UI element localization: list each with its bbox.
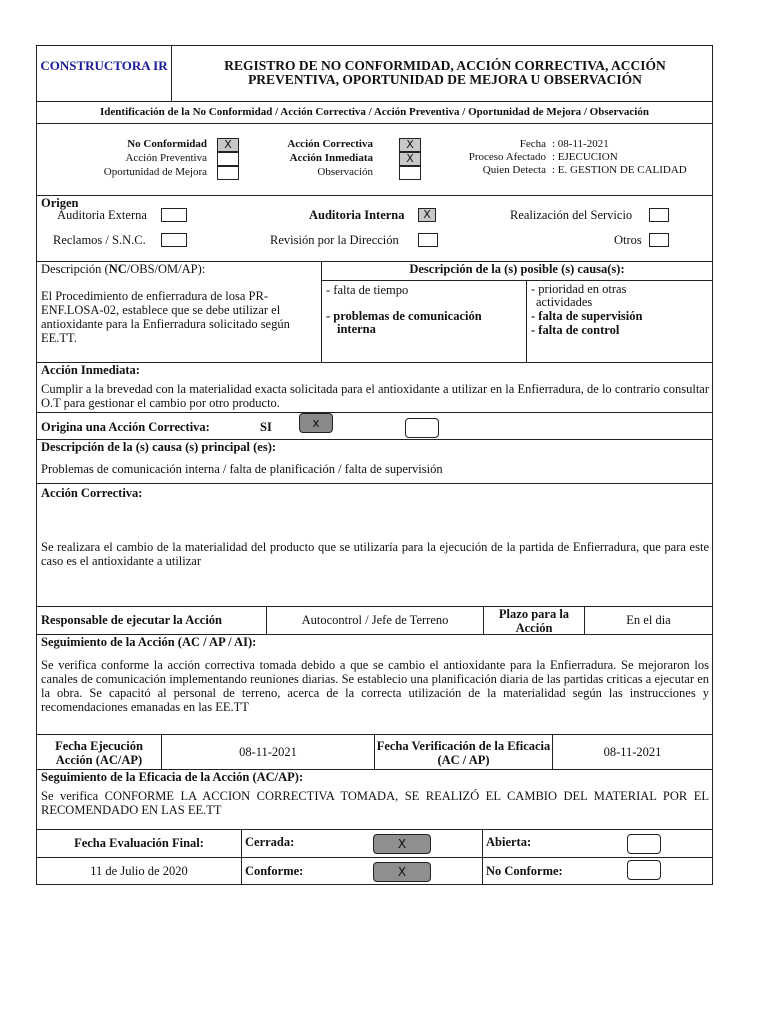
plazo-value: En el dia bbox=[626, 613, 671, 627]
origina-si-checkbox[interactable]: x bbox=[299, 413, 333, 433]
descripcion-label bbox=[41, 262, 205, 277]
accion-correctiva-text: Se realizara el cambio de la materialidad del producto que se utilizaría para la ejecución de la partida de Enfierradura, que para este caso es el antioxidante a utilizar bbox=[41, 540, 709, 568]
detecta-value: : E. GESTION DE CALIDAD bbox=[552, 164, 687, 176]
detecta-label: Quien Detecta bbox=[482, 164, 546, 176]
descripcion-label-nc: NC bbox=[108, 262, 127, 276]
causa-falta-control: - falta de control bbox=[531, 323, 620, 337]
auditoria-interna-label: Auditoria Interna bbox=[309, 208, 405, 222]
observacion-checkbox[interactable] bbox=[399, 166, 421, 180]
cerrada-label: Cerrada: bbox=[245, 835, 295, 849]
responsable-label: Responsable de ejecutar la Acción bbox=[41, 613, 223, 627]
company-name: CONSTRUCTORA IR bbox=[40, 58, 168, 73]
seguimiento-section bbox=[37, 635, 712, 735]
revision-direccion-label: Revisión por la Dirección bbox=[270, 233, 399, 247]
fechas-row bbox=[37, 735, 712, 770]
descripcion-section bbox=[37, 262, 712, 363]
conforme-label: Conforme: bbox=[245, 864, 304, 878]
fecha-evaluacion-label: Fecha Evaluación Final: bbox=[74, 836, 204, 850]
auditoria-externa-label: Auditoria Externa bbox=[57, 208, 147, 222]
auditoria-externa-checkbox[interactable] bbox=[161, 208, 187, 222]
causa-comunicacion-cont: interna bbox=[337, 322, 376, 336]
no-conformidad-label: No Conformidad bbox=[127, 138, 207, 150]
evaluacion-row-2 bbox=[37, 858, 712, 885]
nonconformity-form bbox=[36, 45, 713, 885]
descripcion-text: El Procedimiento de enfierradura de losa PR-ENF.LOSA-02, establece que se debe utilizar el antioxidante para la Enfierradura solicitado según EE.TT. bbox=[41, 289, 290, 345]
oportunidad-mejora-checkbox[interactable] bbox=[217, 166, 239, 180]
origen-heading: Origen bbox=[41, 196, 79, 210]
oportunidad-mejora-label: Oportunidad de Mejora bbox=[103, 166, 207, 178]
proceso-value: : EJECUCION bbox=[552, 151, 618, 163]
causa-principal-heading: Descripción de la (s) causa (s) principal (es): bbox=[41, 440, 277, 454]
auditoria-interna-checkbox[interactable]: X bbox=[418, 208, 436, 222]
causa-falta-tiempo: - falta de tiempo bbox=[326, 283, 409, 297]
no-conformidad-checkbox[interactable]: X bbox=[217, 138, 239, 152]
evaluacion-row-1 bbox=[37, 830, 712, 858]
causa-falta-supervision: - falta de supervisión bbox=[531, 309, 643, 323]
reclamos-checkbox[interactable] bbox=[161, 233, 187, 247]
realizacion-servicio-label: Realización del Servicio bbox=[510, 208, 633, 222]
accion-inmediata-section bbox=[37, 363, 712, 413]
accion-preventiva-label: Acción Preventiva bbox=[125, 152, 207, 164]
fecha-value: : 08-11-2021 bbox=[552, 138, 609, 150]
reclamos-label: Reclamos / S.N.C. bbox=[53, 233, 146, 247]
accion-correctiva-section bbox=[37, 484, 712, 607]
form-title: REGISTRO DE NO CONFORMIDAD, ACCIÓN CORRECTIVA, ACCIÓN PREVENTIVA, OPORTUNIDAD DE MEJORA U OBSERVACIÓN bbox=[224, 58, 666, 87]
realizacion-servicio-checkbox[interactable] bbox=[649, 208, 669, 222]
otros-label: Otros bbox=[614, 233, 642, 247]
origina-no-checkbox[interactable] bbox=[405, 418, 439, 438]
observacion-label: Observación bbox=[317, 166, 373, 178]
form-header bbox=[37, 46, 712, 102]
conforme-checkbox[interactable]: X bbox=[373, 862, 431, 882]
revision-direccion-checkbox[interactable] bbox=[418, 233, 438, 247]
origina-si-label: SI bbox=[260, 420, 272, 434]
responsable-row bbox=[37, 607, 712, 635]
abierta-label: Abierta: bbox=[486, 835, 532, 849]
fecha-label: Fecha bbox=[519, 138, 546, 150]
accion-correctiva-checkbox[interactable]: X bbox=[399, 138, 421, 152]
fecha-verificacion-value: 08-11-2021 bbox=[603, 745, 662, 759]
accion-inmediata-label: Acción Inmediata bbox=[289, 152, 373, 164]
accion-inmediata-heading: Acción Inmediata: bbox=[41, 363, 140, 377]
identification-row bbox=[37, 102, 712, 124]
plazo-label: Plazo para la Acción bbox=[498, 607, 570, 635]
fecha-verificacion-label: Fecha Verificación de la Eficacia (AC / AP) bbox=[376, 739, 551, 767]
accion-inmediata-checkbox[interactable]: X bbox=[399, 152, 421, 166]
fecha-ejecucion-label: Fecha Ejecución Acción (AC/AP) bbox=[55, 739, 143, 767]
causa-principal-section bbox=[37, 440, 712, 484]
eficacia-section bbox=[37, 770, 712, 830]
no-conforme-label: No Conforme: bbox=[486, 864, 563, 878]
fecha-evaluacion-value: 11 de Julio de 2020 bbox=[90, 864, 188, 878]
otros-checkbox[interactable] bbox=[649, 233, 669, 247]
causa-prioridad: - prioridad en otras bbox=[531, 282, 627, 296]
causa-prioridad-cont: actividades bbox=[536, 295, 593, 309]
causa-comunicacion: - problemas de comunicación bbox=[326, 309, 482, 323]
origen-section bbox=[37, 196, 712, 262]
responsable-value: Autocontrol / Jefe de Terreno bbox=[301, 613, 449, 627]
causa-principal-text: Problemas de comunicación interna / falta de planificación / falta de supervisión bbox=[41, 462, 443, 476]
fecha-ejecucion-value: 08-11-2021 bbox=[239, 745, 297, 759]
cerrada-checkbox[interactable]: X bbox=[373, 834, 431, 854]
abierta-checkbox[interactable] bbox=[627, 834, 661, 854]
origina-label: Origina una Acción Correctiva: bbox=[41, 420, 210, 434]
causas-heading: Descripción de la (s) posible (s) causa(s): bbox=[409, 262, 625, 276]
accion-correctiva-heading: Acción Correctiva: bbox=[41, 486, 143, 500]
eficacia-text: Se verifica CONFORME LA ACCION CORRECTIVA TOMADA, SE REALIZÓ EL CAMBIO DEL MATERIAL POR EL RECOMENDADO EN LAS EE.TT bbox=[41, 789, 709, 817]
descripcion-label-pre: Descripción ( bbox=[41, 262, 109, 276]
accion-inmediata-text: Cumplir a la brevedad con la materialidad exacta solicitada para el antioxidante a utilizar en la Enfierradura, de lo contrario consultar O.T para gestionar el cambio por otro producto. bbox=[41, 382, 709, 410]
proceso-label: Proceso Afectado bbox=[468, 151, 546, 163]
accion-preventiva-checkbox[interactable] bbox=[217, 152, 239, 166]
seguimiento-heading: Seguimiento de la Acción (AC / AP / AI): bbox=[41, 635, 257, 649]
causas-heading-cell bbox=[322, 262, 712, 281]
accion-correctiva-label: Acción Correctiva bbox=[287, 138, 373, 150]
type-section bbox=[37, 124, 712, 196]
origina-row bbox=[37, 413, 712, 440]
seguimiento-text: Se verifica conforme la acción correctiva tomada debido a que se cambio el antioxidante para la Enfierradura. Se mejoraron los canales de comunicación implementando reuniones diarias. Se establecio una planificación diaria de las partidas criticas a ejecutar en la obra. Se capacitó al personal de terreno, acerca de la correcta utilización de la materialidad según las instrucciones y recomendaciones emanadas en las EE.TT bbox=[41, 658, 709, 714]
identification-heading: Identificación de la No Conformidad / Acción Correctiva / Acción Preventiva / Oportunidad de Mejora / Observación bbox=[100, 106, 649, 118]
descripcion-label-post: /OBS/OM/AP): bbox=[126, 262, 206, 276]
eficacia-heading: Seguimiento de la Eficacia de la Acción (AC/AP): bbox=[41, 770, 304, 784]
no-conforme-checkbox[interactable] bbox=[627, 860, 661, 880]
